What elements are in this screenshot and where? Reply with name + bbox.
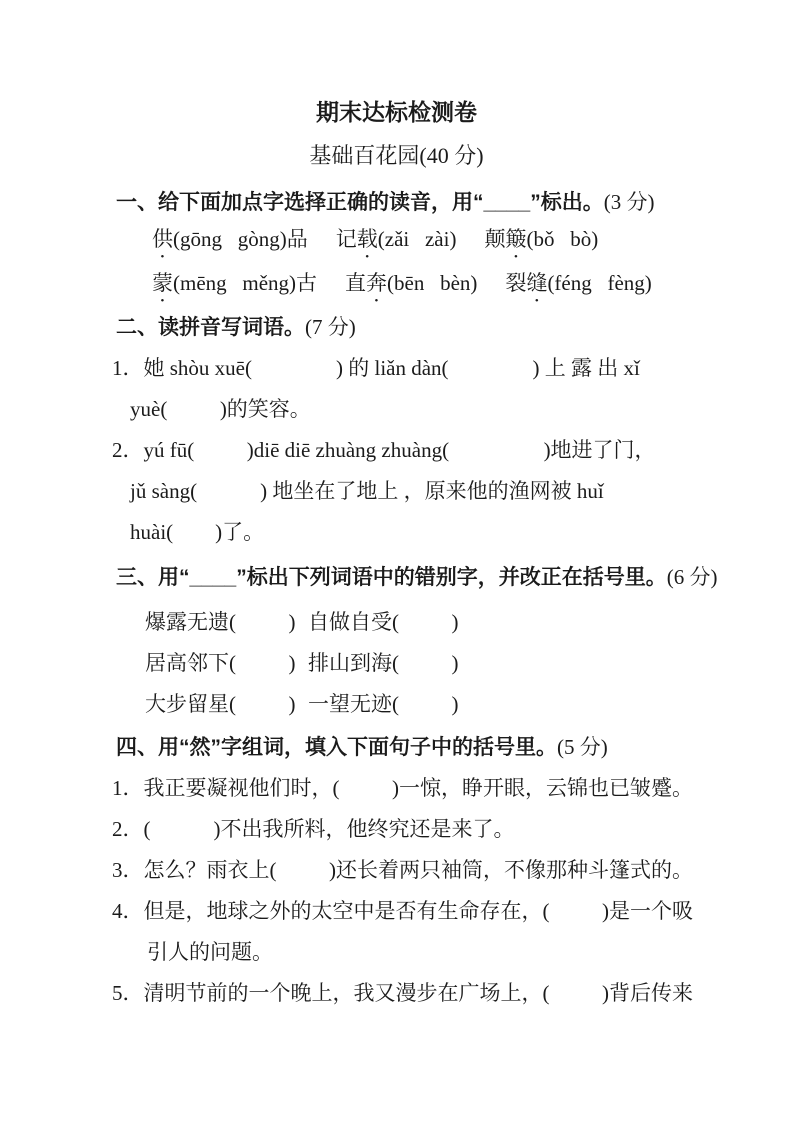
word-readings: (bǒ bò) bbox=[526, 227, 599, 251]
pinyin-choice-item bbox=[152, 263, 317, 307]
dotted-character: 载 bbox=[356, 227, 378, 251]
typo-correction-row bbox=[145, 602, 693, 643]
part-title-text: 基础百花园 bbox=[309, 143, 420, 168]
pinyin-choice-item bbox=[336, 219, 457, 263]
word-readings: (mēng měng)古 bbox=[173, 271, 318, 295]
q4-item-5: 5．清明节前的一个晚上，我又漫步在广场上，( )背后传来 bbox=[112, 981, 693, 1005]
points-label: (40 分) bbox=[419, 143, 484, 168]
q4-item-1: 1．我正要凝视他们时，( )一惊，睁开眼，云锦也已皱蹙。 bbox=[112, 776, 693, 800]
dotted-character: 奔 bbox=[366, 271, 388, 295]
question-2-heading bbox=[116, 311, 693, 344]
points-label: (3 分) bbox=[603, 190, 655, 214]
dotted-character: 缝 bbox=[526, 271, 548, 295]
typo-word-blank: 居高邻下( ) bbox=[145, 651, 296, 675]
pinyin-choice-item bbox=[152, 219, 308, 263]
word-prefix: 裂 bbox=[505, 271, 527, 295]
question-3-heading bbox=[116, 561, 718, 594]
q4-item-3: 3．怎么？雨衣上( )还长着两只袖筒，不像那种斗篷式的。 bbox=[112, 858, 693, 882]
q2-item-2-line-1: 2．yú fū( )diē diē zhuàng zhuàng( )地进了门， bbox=[112, 438, 656, 462]
question-heading-text: 二、读拼音写词语。 bbox=[116, 316, 305, 339]
typo-correction-row bbox=[145, 643, 693, 684]
dotted-character: 簸 bbox=[505, 227, 527, 251]
word-prefix: 颠 bbox=[484, 227, 506, 251]
word-readings: (bēn bèn) bbox=[387, 271, 478, 295]
dotted-character: 蒙 bbox=[152, 271, 173, 295]
question-1-heading bbox=[116, 186, 693, 219]
points-label: (7 分) bbox=[305, 315, 356, 339]
dotted-character: 供 bbox=[152, 227, 173, 251]
typo-word-blank: 自做自受( ) bbox=[308, 610, 459, 634]
q4-item-2: 2．( )不出我所料，他终究还是来了。 bbox=[112, 817, 515, 841]
word-readings: (zǎi zài) bbox=[377, 227, 457, 251]
word-prefix: 记 bbox=[335, 227, 357, 251]
pinyin-choice-item bbox=[505, 263, 651, 307]
q4-item-4-line-2: 引人的问题。 bbox=[147, 940, 273, 964]
q2-item-2-line-2: jǔ sàng( ) 地坐在了地上 ，原来他的渔网被 huǐ bbox=[130, 479, 604, 503]
typo-word-blank: 大步留星( ) bbox=[145, 692, 296, 716]
question-heading-text: 四、用“然”字组词，填入下面句子中的括号里。 bbox=[116, 736, 557, 759]
word-readings: (féng fèng) bbox=[547, 271, 652, 295]
pinyin-choice-item bbox=[345, 263, 477, 307]
q2-item-1-line-1: 1．她 shòu xuē( ) 的 liǎn dàn( ) 上 露 出 xǐ bbox=[112, 356, 640, 380]
word-prefix: 直 bbox=[345, 271, 367, 295]
q2-item-2-line-3: huài( )了。 bbox=[130, 520, 265, 544]
question-heading-text: 一、给下面加点字选择正确的读音，用“____”标出。 bbox=[116, 191, 604, 214]
typo-word-blank: 爆露无遗( ) bbox=[145, 610, 296, 634]
question-4-heading bbox=[116, 731, 693, 764]
pinyin-choice-item bbox=[484, 219, 598, 263]
pinyin-choice-row bbox=[152, 263, 693, 307]
part-title bbox=[100, 140, 693, 172]
typo-word-blank: 一望无迹( ) bbox=[308, 692, 459, 716]
question-heading-text: 三、用“____”标出下列词语中的错别字，并改正在括号里。 bbox=[116, 566, 667, 589]
exam-title: 期末达标检测卷 bbox=[316, 99, 477, 125]
typo-correction-row bbox=[145, 684, 693, 725]
points-label: (5 分) bbox=[557, 735, 608, 759]
q4-item-4-line-1: 4．但是，地球之外的太空中是否有生命存在，( )是一个吸 bbox=[112, 899, 693, 923]
word-readings: (gōng gòng)品 bbox=[173, 227, 308, 251]
pinyin-choice-row bbox=[152, 219, 693, 263]
q2-item-1-line-2: yuè( )的笑容。 bbox=[130, 397, 311, 421]
points-label: (6 分) bbox=[666, 565, 718, 589]
typo-word-blank: 排山到海( ) bbox=[308, 651, 459, 675]
